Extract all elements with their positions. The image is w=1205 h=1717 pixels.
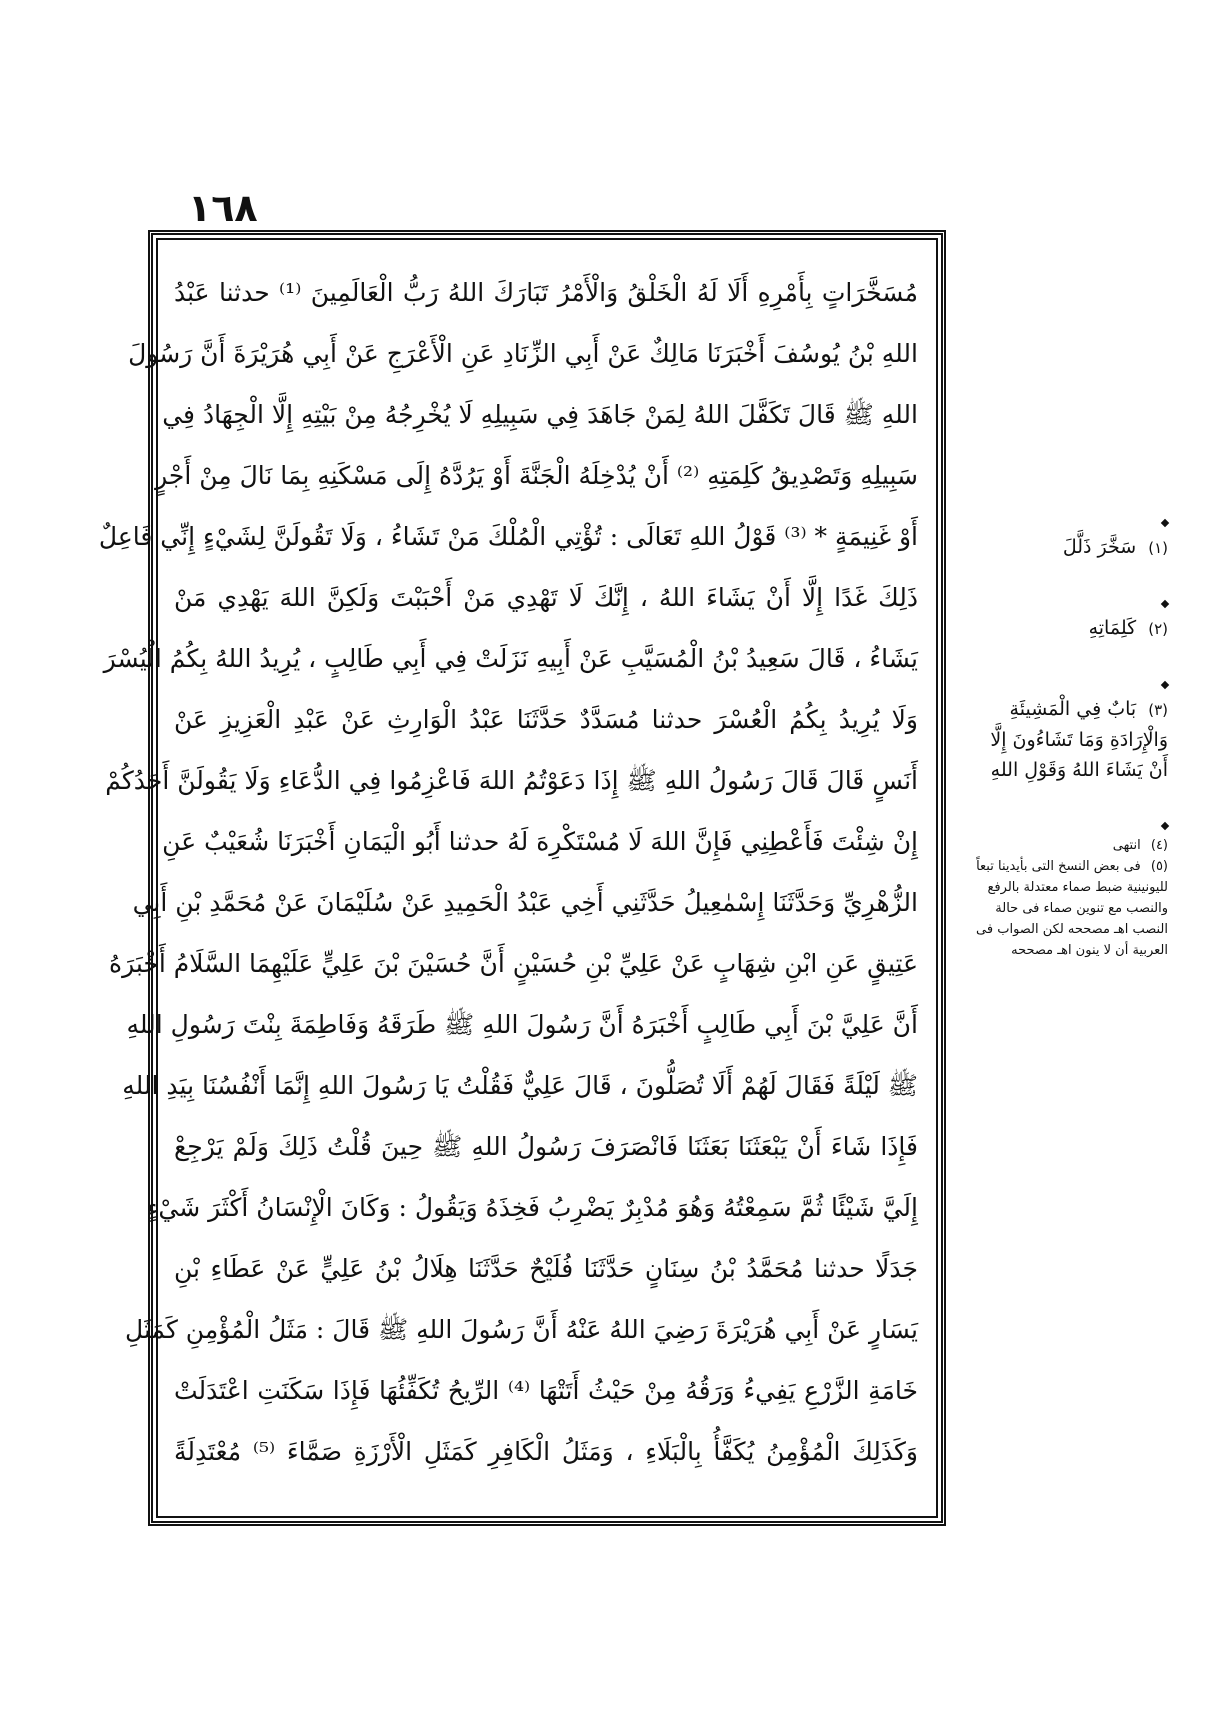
body-line: ﷺ لَيْلَةً فَقَالَ لَهُمْ أَلَا تُصَلُّونَ ، قَالَ عَلِيٌّ فَقُلْتُ يَا رَسُولَ اللهِ إِنَّمَا أَنْفُسُنَا بِيَدِ اللهِ (122, 1071, 918, 1100)
body-line: أَنَسٍ قَالَ قَالَ رَسُولُ اللهِ ﷺ إِذَا دَعَوْتُمُ اللهَ فَاعْزِمُوا فِي الدُّعَاءِ وَلَا يَقُولَنَّ أَحَدُكُمْ (105, 766, 918, 795)
note-separator (1161, 681, 1169, 689)
body-line: اللهِ بْنُ يُوسُفَ أَخْبَرَنَا مَالِكٌ عَنْ أَبِي الزِّنَادِ عَنِ الْأَعْرَجِ عَنْ أَبِي هُرَيْرَةَ أَنَّ رَسُولَ (128, 339, 918, 368)
margin-note-4 (968, 835, 1168, 856)
note-separator (1161, 600, 1169, 608)
note-text: سَخَّرَ ذَلَّلَ (1062, 536, 1137, 558)
note-number: (٣) (1148, 701, 1168, 719)
body-line: إِنْ شِئْتَ فَأَعْطِنِي فَإِنَّ اللهَ لَا مُسْتَكْرِهَ لَهُ حدثنا أَبُو الْيَمَانِ أَخْبَرَنَا شُعَيْبٌ عَنِ (162, 827, 918, 856)
note-text: بَابٌ فِي الْمَشِيئَةِ وَالْإِرَادَةِ وَمَا تَشَاءُونَ إِلَّا أَنْ يَشَاءَ اللهُ وَقَوْلِ اللهِ (990, 698, 1168, 781)
note-text: فى بعض النسخ التى بأيدينا تبعاً لليونينية ضبط صماء معتدلة بالرفع والنصب مع تنوين صماء فى حالة النصب اهـ مصححه لكن الصواب فى العربية أن لا ينون اهـ مصححه (976, 859, 1168, 958)
note-number: (٢) (1148, 620, 1168, 638)
body-line: اللهِ ﷺ قَالَ تَكَفَّلَ اللهُ لِمَنْ جَاهَدَ فِي سَبِيلِهِ لَا يُخْرِجُهُ مِنْ بَيْتِهِ إِلَّا الْجِهَادُ فِي (162, 400, 918, 429)
text-frame-inner (98, 238, 938, 1518)
body-line: خَامَةِ الزَّرْعِ يَفِيءُ وَرَقُهُ مِنْ حَيْثُ أَتَتْهَا ⁽⁴⁾ الرِّيحُ تُكَفِّئُهَا فَإِذَا سَكَنَتِ اعْتَدَلَتْ (174, 1376, 919, 1405)
body-line: مُسَخَّرَاتٍ بِأَمْرِهِ أَلَا لَهُ الْخَلْقُ وَالْأَمْرُ تَبَارَكَ اللهُ رَبُّ الْعَالَمِينَ ⁽¹⁾ حدثنا عَبْدُ (174, 278, 918, 307)
margin-notes (968, 520, 1168, 961)
body-line: فَإِذَا شَاءَ أَنْ يَبْعَثَنَا بَعَثَنَا فَانْصَرَفَ رَسُولُ اللهِ ﷺ حِينَ قُلْتُ ذَلِكَ وَلَمْ يَرْجِعْ (174, 1132, 918, 1161)
note-number: (٤) (1150, 838, 1168, 853)
margin-note-1 (968, 532, 1168, 563)
body-line: جَدَلًا حدثنا مُحَمَّدُ بْنُ سِنَانٍ حَدَّثَنَا فُلَيْحٌ حَدَّثَنَا هِلَالُ بْنُ عَلِيٍّ عَنْ عَطَاءِ بْنِ (174, 1254, 918, 1283)
body-line: يَسَارٍ عَنْ أَبِي هُرَيْرَةَ رَضِيَ اللهُ عَنْهُ أَنَّ رَسُولَ اللهِ ﷺ قَالَ : مَثَلُ الْمُؤْمِنِ كَمَثَلِ (125, 1315, 918, 1344)
body-line: أَنَّ عَلِيَّ بْنَ أَبِي طَالِبٍ أَخْبَرَهُ أَنَّ رَسُولَ اللهِ ﷺ طَرَقَهُ وَفَاطِمَةَ بِنْتَ رَسُولِ اللهِ (126, 1010, 918, 1039)
body-line: أَوْ غَنِيمَةٍ * ⁽³⁾ قَوْلُ اللهِ تَعَالَى : تُؤْتِي الْمُلْكَ مَنْ تَشَاءُ ، وَلَا تَقُولَنَّ لِشَيْءٍ إِنِّي فَاعِلٌ (98, 522, 918, 551)
body-line: سَبِيلِهِ وَتَصْدِيقُ كَلِمَتِهِ ⁽²⁾ أَنْ يُدْخِلَهُ الْجَنَّةَ أَوْ يَرُدَّهُ إِلَى مَسْكَنِهِ بِمَا نَالَ مِنْ أَجْرٍ (155, 461, 918, 490)
note-text: انتهى (1112, 838, 1141, 853)
body-line: وَلَا يُرِيدُ بِكُمُ الْعُسْرَ حدثنا مُسَدَّدٌ حَدَّثَنَا عَبْدُ الْوَارِثِ عَنْ عَبْدِ الْعَزِيزِ عَنْ (174, 705, 918, 734)
note-separator (1161, 519, 1169, 527)
margin-note-3 (968, 694, 1168, 785)
margin-note-2 (968, 613, 1168, 644)
note-number: (٥) (1150, 859, 1168, 874)
body-line: وَكَذَلِكَ الْمُؤْمِنُ يُكَفَّأُ بِالْبَلَاءِ ، وَمَثَلُ الْكَافِرِ كَمَثَلِ الْأَرْزَةِ صَمَّاءَ ⁽⁵⁾ مُعْتَدِلَةً (174, 1437, 918, 1466)
body-line: إِلَيَّ شَيْئًا ثُمَّ سَمِعْتُهُ وَهُوَ مُدْبِرٌ يَضْرِبُ فَخِذَهُ وَيَقُولُ : وَكَانَ الْإِنْسَانُ أَكْثَرَ شَيْءٍ (146, 1193, 918, 1222)
margin-note-5 (968, 856, 1168, 961)
note-number: (١) (1148, 539, 1168, 557)
text-frame (98, 230, 946, 1526)
note-separator (1161, 822, 1169, 830)
body-line: الزُّهْرِيِّ وَحَدَّثَنَا إِسْمٰعِيلُ حَدَّثَنِي أَخِي عَبْدُ الْحَمِيدِ عَنْ سُلَيْمَانَ عَنْ مُحَمَّدِ بْنِ أَبِي (132, 888, 918, 917)
note-text: كَلِمَاتِهِ (1088, 617, 1137, 639)
body-line: عَتِيقٍ عَنِ ابْنِ شِهَابٍ عَنْ عَلِيِّ بْنِ حُسَيْنٍ أَنَّ حُسَيْنَ بْنَ عَلِيٍّ عَلَيْهِمَا السَّلَامُ أَخْبَرَهُ (109, 949, 918, 978)
page-number: ١٦٨ (188, 186, 258, 230)
body-line: يَشَاءُ ، قَالَ سَعِيدُ بْنُ الْمُسَيَّبِ عَنْ أَبِيهِ نَزَلَتْ فِي أَبِي طَالِبٍ ، يُرِيدُ اللهُ بِكُمُ الْيُسْرَ (103, 644, 918, 673)
body-line: ذَلِكَ غَدًا إِلَّا أَنْ يَشَاءَ اللهُ ، إِنَّكَ لَا تَهْدِي مَنْ أَحْبَبْتَ وَلَكِنَّ اللهَ يَهْدِي مَنْ (174, 583, 918, 612)
